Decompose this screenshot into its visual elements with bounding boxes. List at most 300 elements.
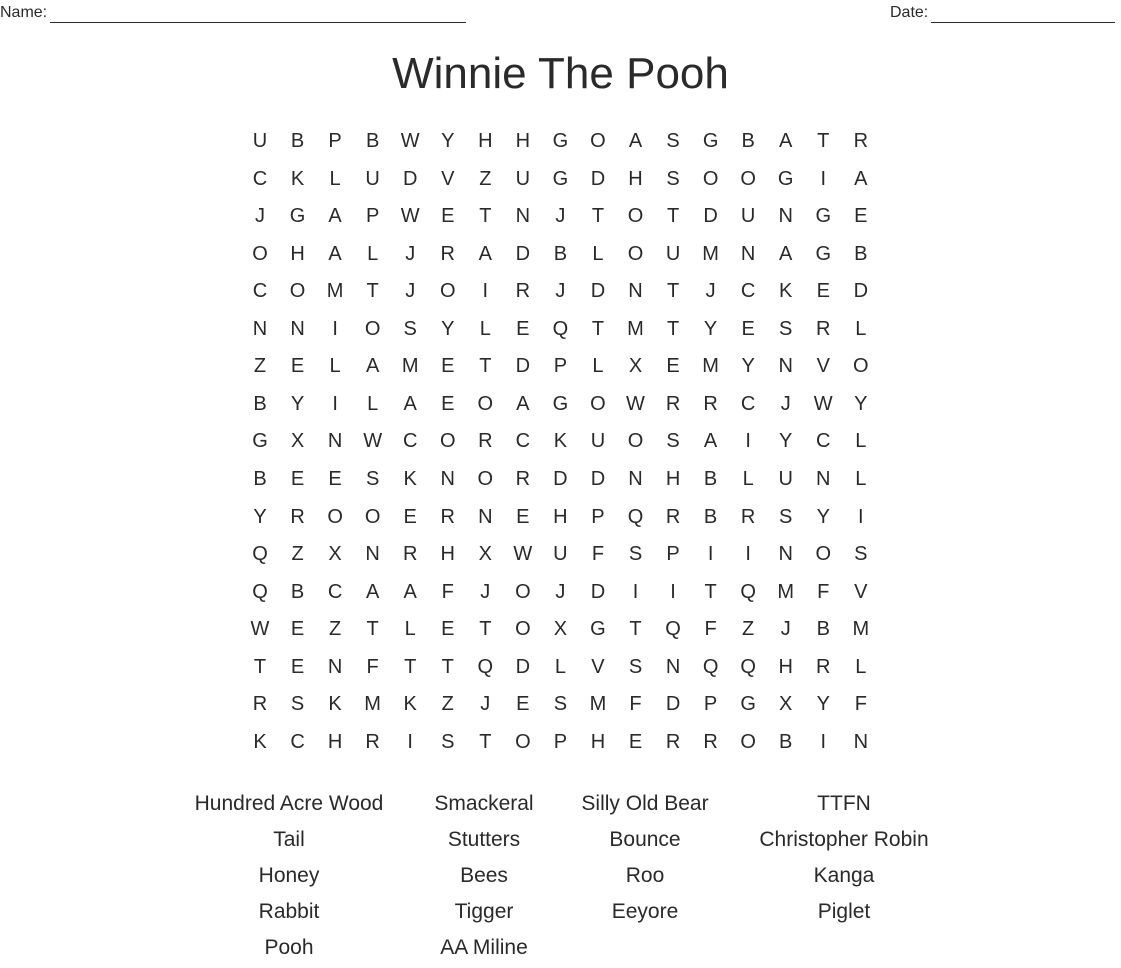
grid-letter[interactable]: I (632, 580, 639, 603)
grid-letter[interactable]: G (552, 167, 569, 190)
grid-letter[interactable]: B (253, 467, 267, 490)
grid-letter[interactable]: E (666, 355, 680, 378)
grid-letter[interactable]: E (290, 467, 305, 490)
grid-letter[interactable]: O (590, 392, 606, 415)
grid-letter[interactable]: N (778, 543, 793, 566)
grid-letter[interactable]: I (407, 730, 413, 753)
name-blank-line[interactable] (50, 6, 466, 23)
grid-letter[interactable]: T (591, 205, 605, 228)
grid-letter[interactable]: E (516, 693, 530, 716)
grid-letter[interactable]: I (482, 280, 489, 303)
grid-letter[interactable]: R (515, 467, 531, 490)
grid-letter[interactable]: Y (290, 392, 305, 415)
grid-letter[interactable]: M (852, 618, 870, 641)
grid-letter[interactable]: N (778, 205, 793, 228)
grid-letter[interactable]: B (703, 467, 718, 490)
grid-letter[interactable]: N (327, 430, 343, 453)
grid-letter[interactable]: F (817, 580, 830, 603)
date-blank-line[interactable] (931, 6, 1115, 23)
grid-letter[interactable]: F (854, 693, 867, 716)
grid-letter[interactable]: W (626, 392, 645, 415)
grid-letter[interactable]: H (628, 167, 643, 190)
grid-letter[interactable]: O (740, 730, 756, 753)
grid-letter[interactable]: W (513, 543, 533, 566)
grid-letter[interactable]: C (740, 280, 756, 303)
grid-letter[interactable]: N (365, 543, 380, 566)
grid-letter[interactable]: Z (742, 618, 755, 641)
grid-letter[interactable]: B (703, 505, 718, 528)
grid-letter[interactable]: L (329, 167, 341, 190)
grid-letter[interactable]: T (629, 618, 642, 641)
grid-letter[interactable]: I (745, 430, 751, 453)
grid-letter[interactable]: V (591, 655, 605, 678)
grid-letter[interactable]: N (478, 505, 493, 528)
grid-letter[interactable]: M (401, 355, 419, 378)
grid-letter[interactable]: I (820, 167, 827, 190)
grid-letter[interactable]: G (252, 430, 268, 453)
grid-letter[interactable]: P (328, 130, 342, 152)
grid-letter[interactable]: E (441, 392, 455, 415)
grid-letter[interactable]: Z (479, 167, 492, 190)
grid-letter[interactable]: O (439, 280, 456, 303)
grid-letter[interactable]: X (553, 618, 568, 641)
grid-letter[interactable]: L (742, 467, 754, 490)
grid-letter[interactable]: D (515, 355, 531, 378)
grid-letter[interactable]: Q (552, 317, 569, 340)
grid-letter[interactable]: K (328, 693, 342, 716)
grid-letter[interactable]: A (365, 355, 380, 378)
grid-letter[interactable]: L (592, 242, 604, 265)
grid-letter[interactable]: G (552, 392, 569, 415)
grid-letter[interactable]: I (670, 580, 676, 603)
grid-letter[interactable]: P (666, 543, 680, 566)
grid-letter[interactable]: C (515, 430, 531, 453)
grid-letter[interactable]: J (480, 693, 491, 716)
grid-letter[interactable]: D (515, 655, 531, 678)
grid-letter[interactable]: F (591, 543, 605, 566)
grid-letter[interactable]: A (478, 242, 492, 265)
grid-letter[interactable]: O (289, 280, 306, 303)
grid-letter[interactable]: I (745, 543, 751, 566)
grid-letter[interactable]: E (290, 655, 305, 678)
word-bank-item: Bounce (609, 828, 681, 851)
grid-letter[interactable]: W (400, 130, 420, 152)
grid-letter[interactable]: C (290, 730, 305, 753)
grid-letter[interactable]: I (332, 392, 338, 415)
grid-letter[interactable]: O (515, 730, 531, 753)
grid-letter[interactable]: J (780, 618, 791, 641)
grid-letter[interactable]: R (478, 430, 493, 453)
grid-letter[interactable]: P (591, 505, 605, 528)
date-field[interactable] (890, 3, 1115, 23)
grid-letter[interactable]: J (555, 580, 566, 603)
grid-letter[interactable]: U (778, 467, 793, 490)
grid-letter[interactable]: F (629, 693, 642, 716)
grid-letter[interactable]: Y (816, 505, 830, 528)
grid-letter[interactable]: L (855, 430, 867, 453)
grid-letter[interactable]: I (332, 317, 338, 340)
grid-letter[interactable]: B (816, 618, 830, 641)
grid-letter[interactable]: R (440, 505, 455, 528)
grid-letter[interactable]: H (590, 730, 606, 753)
grid-letter[interactable]: O (439, 430, 456, 453)
grid-letter[interactable]: U (590, 430, 606, 453)
word-bank-item: Hundred Acre Wood (194, 792, 384, 815)
grid-letter[interactable]: O (364, 317, 381, 340)
grid-letter[interactable]: P (553, 355, 568, 378)
grid-letter[interactable]: H (290, 242, 305, 265)
grid-letter[interactable]: W (813, 392, 833, 415)
grid-letter[interactable]: R (703, 392, 718, 415)
grid-letter[interactable]: N (440, 467, 455, 490)
grid-letter[interactable]: A (779, 242, 793, 265)
grid-letter[interactable]: F (704, 618, 717, 641)
grid-letter[interactable]: L (855, 317, 867, 340)
grid-letter[interactable]: A (703, 430, 718, 453)
grid-letter[interactable]: A (328, 242, 342, 265)
grid-letter[interactable]: C (327, 580, 343, 603)
grid-letter[interactable]: Y (741, 355, 755, 378)
grid-letter[interactable]: N (778, 355, 793, 378)
grid-letter[interactable]: R (665, 505, 681, 528)
grid-letter[interactable]: D (665, 693, 681, 716)
grid-letter[interactable]: H (478, 130, 493, 152)
grid-letter[interactable]: B (854, 242, 868, 265)
grid-letter[interactable]: S (854, 543, 868, 566)
grid-letter[interactable]: I (707, 543, 714, 566)
grid-letter[interactable]: H (327, 730, 343, 753)
grid-letter[interactable]: E (290, 355, 305, 378)
grid-letter[interactable]: M (589, 693, 607, 716)
grid-letter[interactable]: K (290, 167, 305, 190)
grid-letter[interactable]: B (741, 130, 755, 152)
grid-letter[interactable]: O (815, 543, 832, 566)
grid-letter[interactable]: N (628, 280, 643, 303)
grid-letter[interactable]: D (703, 205, 718, 228)
grid-letter[interactable]: J (480, 580, 491, 603)
grid-letter[interactable]: T (666, 280, 680, 303)
grid-letter[interactable]: O (477, 392, 494, 415)
grid-letter[interactable]: G (289, 205, 306, 228)
grid-letter[interactable]: L (554, 655, 566, 678)
grid-letter[interactable]: T (479, 730, 492, 753)
grid-letter[interactable]: R (703, 730, 718, 753)
grid-letter[interactable]: O (627, 430, 644, 453)
grid-letter[interactable]: G (590, 618, 606, 641)
grid-letter[interactable]: O (477, 467, 494, 490)
grid-letter[interactable]: T (817, 130, 830, 152)
grid-letter[interactable]: T (704, 580, 717, 603)
grid-letter[interactable]: U (515, 167, 531, 190)
grid-letter[interactable]: R (402, 543, 418, 566)
grid-letter[interactable]: B (779, 730, 793, 753)
grid-letter[interactable]: O (853, 355, 869, 378)
grid-letter[interactable]: C (740, 392, 756, 415)
grid-letter[interactable]: A (854, 167, 868, 190)
grid-letter[interactable]: U (365, 167, 380, 190)
grid-letter[interactable]: B (553, 242, 568, 265)
grid-letter[interactable]: T (479, 355, 492, 378)
grid-letter[interactable]: G (777, 167, 794, 190)
grid-letter[interactable]: B (290, 580, 305, 603)
grid-letter[interactable]: N (327, 655, 343, 678)
word-bank-item: Christopher Robin (759, 828, 929, 851)
grid-letter[interactable]: R (853, 130, 869, 152)
grid-letter[interactable]: O (515, 618, 531, 641)
word-bank (0, 786, 1121, 966)
grid-letter[interactable]: S (666, 167, 680, 190)
grid-letter[interactable]: O (327, 505, 343, 528)
grid-letter[interactable]: S (441, 730, 455, 753)
grid-letter[interactable]: T (441, 655, 454, 678)
grid-letter[interactable]: T (666, 205, 680, 228)
grid-letter[interactable]: Q (740, 655, 756, 678)
grid-letter[interactable]: J (255, 205, 265, 228)
grid-letter[interactable]: Q (665, 618, 681, 641)
grid-letter[interactable]: H (515, 130, 531, 152)
grid-letter[interactable]: S (403, 317, 417, 340)
grid-letter[interactable]: L (329, 355, 341, 378)
grid-letter[interactable]: H (553, 505, 568, 528)
grid-letter[interactable]: A (365, 580, 380, 603)
grid-letter[interactable]: S (628, 543, 643, 566)
grid-letter[interactable]: O (252, 242, 268, 265)
grid-letter[interactable]: S (779, 505, 793, 528)
grid-letter[interactable]: R (816, 317, 831, 340)
grid-letter[interactable]: O (740, 167, 756, 190)
grid-letter[interactable]: L (855, 655, 867, 678)
grid-letter[interactable]: A (516, 392, 530, 415)
grid-letter[interactable]: Y (854, 392, 868, 415)
grid-letter[interactable]: E (816, 280, 830, 303)
grid-letter[interactable]: K (779, 280, 793, 303)
grid-letter[interactable]: Y (703, 317, 718, 340)
grid-letter[interactable]: D (590, 580, 606, 603)
grid-letter[interactable]: T (479, 618, 492, 641)
grid-letter[interactable]: K (403, 693, 417, 716)
grid-letter[interactable]: N (628, 467, 643, 490)
grid-letter[interactable]: D (853, 280, 869, 303)
grid-letter[interactable]: K (403, 467, 417, 490)
grid-letter[interactable]: U (665, 242, 681, 265)
grid-letter[interactable]: R (816, 655, 831, 678)
grid-letter[interactable]: J (405, 280, 416, 303)
grid-letter[interactable]: G (815, 242, 832, 265)
grid-letter[interactable]: Y (441, 317, 455, 340)
grid-letter[interactable]: J (405, 242, 416, 265)
grid-letter[interactable]: A (779, 130, 793, 152)
grid-letter[interactable]: N (290, 317, 305, 340)
grid-letter[interactable]: X (478, 543, 492, 566)
grid-letter[interactable]: Y (816, 693, 830, 716)
grid-letter[interactable]: E (441, 205, 455, 228)
grid-letter[interactable]: P (365, 205, 380, 228)
grid-letter[interactable]: M (627, 317, 644, 340)
grid-letter[interactable]: D (590, 167, 606, 190)
grid-letter[interactable]: J (555, 205, 566, 228)
grid-letter[interactable]: L (855, 467, 867, 490)
grid-letter[interactable]: Q (740, 580, 756, 603)
grid-letter[interactable]: N (515, 205, 531, 228)
grid-letter[interactable]: M (777, 580, 795, 603)
grid-letter[interactable]: K (253, 730, 267, 753)
grid-letter[interactable]: L (592, 355, 604, 378)
grid-letter[interactable]: Q (702, 655, 719, 678)
grid-letter[interactable]: A (628, 130, 643, 152)
grid-letter[interactable]: W (363, 430, 383, 453)
grid-letter[interactable]: S (365, 467, 380, 490)
grid-letter[interactable]: Z (291, 543, 304, 566)
grid-letter[interactable]: R (440, 242, 455, 265)
grid-letter[interactable]: K (553, 430, 568, 453)
grid-letter[interactable]: O (702, 167, 719, 190)
grid-letter[interactable]: S (290, 693, 305, 716)
grid-letter[interactable]: J (705, 280, 716, 303)
grid-letter[interactable]: T (366, 618, 379, 641)
grid-letter[interactable]: R (365, 730, 380, 753)
grid-letter[interactable]: O (590, 130, 606, 152)
grid-letter[interactable]: P (703, 693, 718, 716)
grid-letter[interactable]: L (479, 317, 491, 340)
grid-letter[interactable]: T (366, 280, 379, 303)
grid-letter[interactable]: M (702, 355, 719, 378)
grid-letter[interactable]: A (328, 205, 342, 228)
grid-letter[interactable]: C (252, 280, 268, 303)
grid-letter[interactable]: I (820, 730, 827, 753)
word-bank-item: Smackeral (434, 792, 534, 815)
grid-letter[interactable]: C (402, 430, 418, 453)
grid-letter[interactable]: P (553, 730, 568, 753)
grid-letter[interactable]: O (627, 205, 644, 228)
grid-letter[interactable]: D (402, 167, 418, 190)
grid-letter[interactable]: D (590, 467, 606, 490)
grid-letter[interactable]: V (816, 355, 830, 378)
grid-letter[interactable]: L (367, 392, 379, 415)
grid-letter[interactable]: E (741, 317, 755, 340)
word-search-grid (241, 122, 879, 760)
grid-letter[interactable]: U (740, 205, 756, 228)
grid-letter[interactable]: Z (441, 693, 454, 716)
grid-letter[interactable]: N (816, 467, 831, 490)
grid-letter[interactable]: E (516, 505, 530, 528)
grid-letter[interactable]: R (665, 392, 681, 415)
grid-letter[interactable]: Z (328, 618, 342, 641)
grid-letter[interactable]: T (666, 317, 680, 340)
grid-letter[interactable]: J (780, 392, 791, 415)
grid-letter[interactable]: X (628, 355, 643, 378)
grid-letter[interactable]: G (740, 693, 756, 716)
grid-letter[interactable]: U (252, 130, 268, 152)
grid-letter[interactable]: A (403, 580, 417, 603)
grid-letter[interactable]: R (252, 693, 268, 716)
grid-letter[interactable]: N (740, 242, 756, 265)
grid-letter[interactable]: E (441, 355, 455, 378)
grid-letter[interactable]: Q (252, 543, 268, 566)
grid-letter[interactable]: O (515, 580, 531, 603)
grid-letter[interactable]: L (367, 242, 379, 265)
grid-letter[interactable]: I (858, 505, 864, 528)
grid-letter[interactable]: F (366, 655, 379, 678)
grid-letter[interactable]: T (253, 655, 267, 678)
grid-letter[interactable]: S (666, 430, 680, 453)
grid-letter[interactable]: D (515, 242, 531, 265)
grid-letter[interactable]: E (441, 618, 455, 641)
grid-letter[interactable]: E (328, 467, 342, 490)
grid-letter[interactable]: W (400, 205, 420, 228)
grid-letter[interactable]: G (552, 130, 569, 152)
grid-letter[interactable]: T (591, 317, 605, 340)
grid-letter[interactable]: L (404, 618, 416, 641)
grid-letter[interactable]: G (815, 205, 832, 228)
grid-letter[interactable]: V (854, 580, 868, 603)
grid-letter[interactable]: R (290, 505, 305, 528)
grid-letter[interactable]: Q (627, 505, 644, 528)
grid-letter[interactable]: H (665, 467, 681, 490)
grid-letter[interactable]: E (628, 730, 643, 753)
grid-letter[interactable]: T (479, 205, 492, 228)
grid-letter[interactable]: X (290, 430, 305, 453)
grid-letter[interactable]: T (404, 655, 417, 678)
grid-letter[interactable]: S (628, 655, 643, 678)
grid-letter[interactable]: J (555, 280, 566, 303)
grid-letter[interactable]: S (666, 130, 680, 152)
grid-letter[interactable]: W (250, 618, 270, 641)
grid-letter[interactable]: H (778, 655, 793, 678)
name-field[interactable] (0, 3, 466, 23)
grid-letter[interactable]: D (553, 467, 568, 490)
grid-letter[interactable]: H (440, 543, 455, 566)
grid-letter[interactable]: Y (779, 430, 793, 453)
grid-letter[interactable]: B (253, 392, 267, 415)
grid-letter[interactable]: R (515, 280, 531, 303)
grid-letter[interactable]: M (702, 242, 719, 265)
grid-letter[interactable]: R (740, 505, 756, 528)
grid-letter[interactable]: E (290, 618, 305, 641)
grid-letter[interactable]: S (779, 317, 793, 340)
grid-letter[interactable]: E (403, 505, 417, 528)
grid-letter[interactable]: C (252, 167, 268, 190)
grid-letter[interactable]: Y (253, 505, 267, 528)
grid-letter[interactable]: O (364, 505, 381, 528)
grid-letter[interactable]: O (627, 242, 644, 265)
grid-letter[interactable]: R (665, 730, 681, 753)
grid-letter[interactable]: U (553, 543, 568, 566)
grid-letter[interactable]: G (702, 130, 719, 152)
grid-letter[interactable]: X (328, 543, 342, 566)
grid-letter[interactable]: N (252, 317, 268, 340)
grid-letter[interactable]: B (290, 130, 305, 152)
grid-letter[interactable]: M (326, 280, 344, 303)
grid-letter[interactable]: C (816, 430, 831, 453)
grid-letter[interactable]: N (853, 730, 869, 753)
grid-letter[interactable]: Z (253, 355, 267, 378)
grid-letter[interactable]: M (364, 693, 381, 716)
grid-letter[interactable]: Y (441, 130, 455, 152)
grid-letter[interactable]: D (590, 280, 606, 303)
grid-letter[interactable]: F (441, 580, 454, 603)
grid-letter[interactable]: B (365, 130, 380, 152)
grid-letter[interactable]: E (516, 317, 530, 340)
grid-letter[interactable]: Q (477, 655, 494, 678)
grid-letter[interactable]: X (779, 693, 793, 716)
grid-letter[interactable]: S (553, 693, 568, 716)
grid-letter[interactable]: Q (252, 580, 268, 603)
grid-letter[interactable]: V (441, 167, 455, 190)
word-bank-item: Roo (625, 864, 665, 887)
grid-letter[interactable]: E (854, 205, 868, 228)
grid-letter[interactable]: N (665, 655, 681, 678)
grid-letter[interactable]: A (403, 392, 417, 415)
